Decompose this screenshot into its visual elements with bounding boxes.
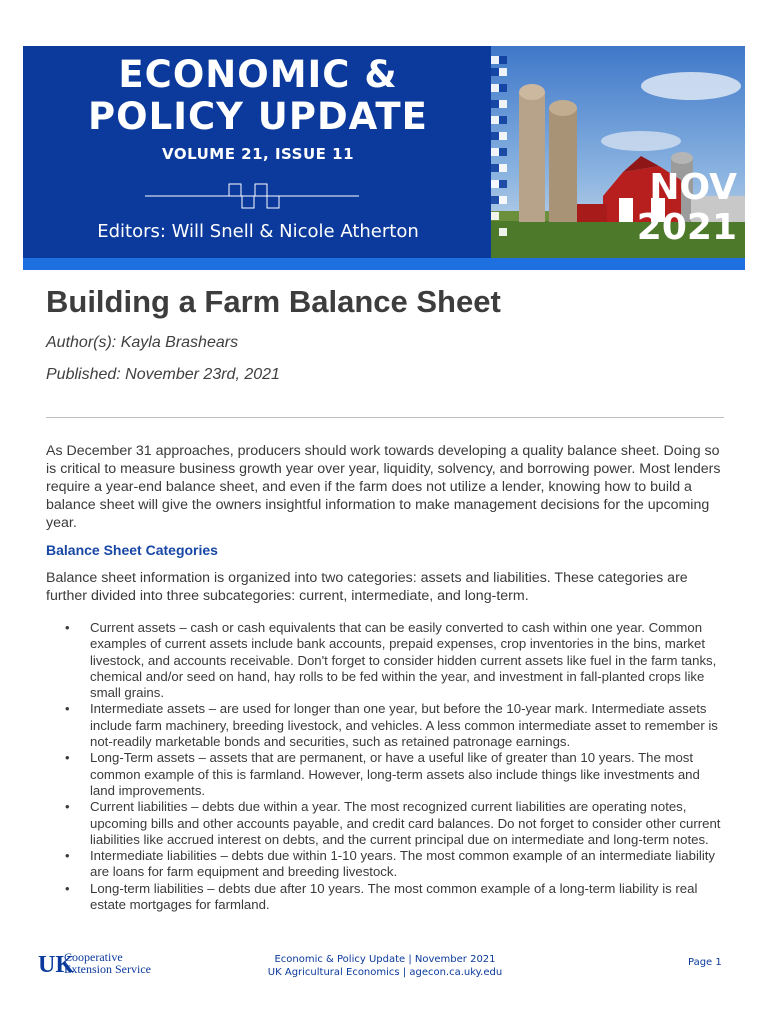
article-title: Building a Farm Balance Sheet — [46, 284, 501, 319]
article-author: Author(s): Kayla Brashears — [46, 334, 239, 351]
masthead-title-line2: POLICY UPDATE — [88, 95, 428, 138]
list-item: • Intermediate liabilities – debts due within 1-10 years. The most common example of an intermediate liability are loans for farm equipment and breeding livestock. — [46, 848, 728, 881]
page-number: Page 1 — [688, 957, 722, 968]
org-line1: Cooperative — [64, 950, 123, 964]
footer-line1: Economic & Policy Update | November 2021 — [274, 954, 496, 965]
list-item: • Long-Term assets – assets that are permanent, or have a useful like of greater than 10 years. The most common example of this is farmland. However, long-term assets also include things like investments and land improvements. — [46, 750, 728, 799]
footer-line2: UK Agricultural Economics | agecon.ca.uky.edu — [267, 967, 503, 978]
footer-publication-info — [250, 953, 520, 979]
issue-month: NOV — [649, 167, 737, 208]
list-item: • Current liabilities – debts due within a year. The most recognized current liabilities are operating notes, upcoming bills and other accounts payable, and credit card balances. Do not forget to consider other current liabilities like accrued interest on debts, and the current principal due on intermediate and long-term notes. — [46, 799, 728, 848]
decorative-rule — [145, 182, 359, 212]
list-item: • Intermediate assets – are used for longer than one year, but before the 10-year mark. Intermediate assets include farm machinery, breeding livestock, and vehicles. A less common intermediate asset to remember is not-readily marketable bonds and securities, such as retained patronage earnings. — [46, 701, 728, 750]
editors-line: Editors: Will Snell & Nicole Atherton — [97, 221, 419, 242]
issue-year: 2021 — [636, 207, 737, 248]
extension-service-name — [64, 951, 151, 975]
masthead-accent-bar — [23, 258, 745, 270]
volume-issue: VOLUME 21, ISSUE 11 — [161, 145, 355, 163]
svg-text:UK: UK — [38, 952, 74, 977]
org-line2: Extension Service — [64, 962, 151, 976]
farm-silo-photo — [491, 46, 745, 258]
masthead-title — [23, 54, 493, 138]
masthead-banner — [23, 46, 745, 270]
list-item: • Long-term liabilities – debts due after 10 years. The most common example of a long-term liability is real estate mortgages for farmland. — [46, 881, 728, 914]
title-divider — [46, 417, 724, 418]
section-heading: Balance Sheet Categories — [46, 542, 218, 558]
masthead-title-line1: ECONOMIC & — [118, 53, 398, 96]
article-published-date: Published: November 23rd, 2021 — [46, 366, 280, 383]
intro-paragraph: As December 31 approaches, producers should work towards developing a quality balance sheet. Doing so is critical to measure business growth year over year, liquidity, solvency, and borrowing power. Most lenders require a year-end balance sheet, and even if the farm does not utilize a lender, knowing how to build a balance sheet will give the owners insightful information to make management decisions for the upcoming year. — [46, 443, 721, 531]
categories-paragraph: Balance sheet information is organized into two categories: assets and liabilities. These categories are further divided into three subcategories: current, intermediate, and long-term. — [46, 570, 688, 604]
categories-bullet-list — [46, 620, 728, 913]
list-item: • Current assets – cash or cash equivalents that can be easily converted to cash within one year. Common examples of current assets include bank accounts, prepaid expenses, crop inventories in the bins, market livestock, and accounts receivable. Don't forget to consider hidden current assets like fuel in the farm tanks, chemical and/or seed on hand, hay rolls to be fed within the year, and investment in fall-planted crops like small grains. — [46, 620, 728, 701]
